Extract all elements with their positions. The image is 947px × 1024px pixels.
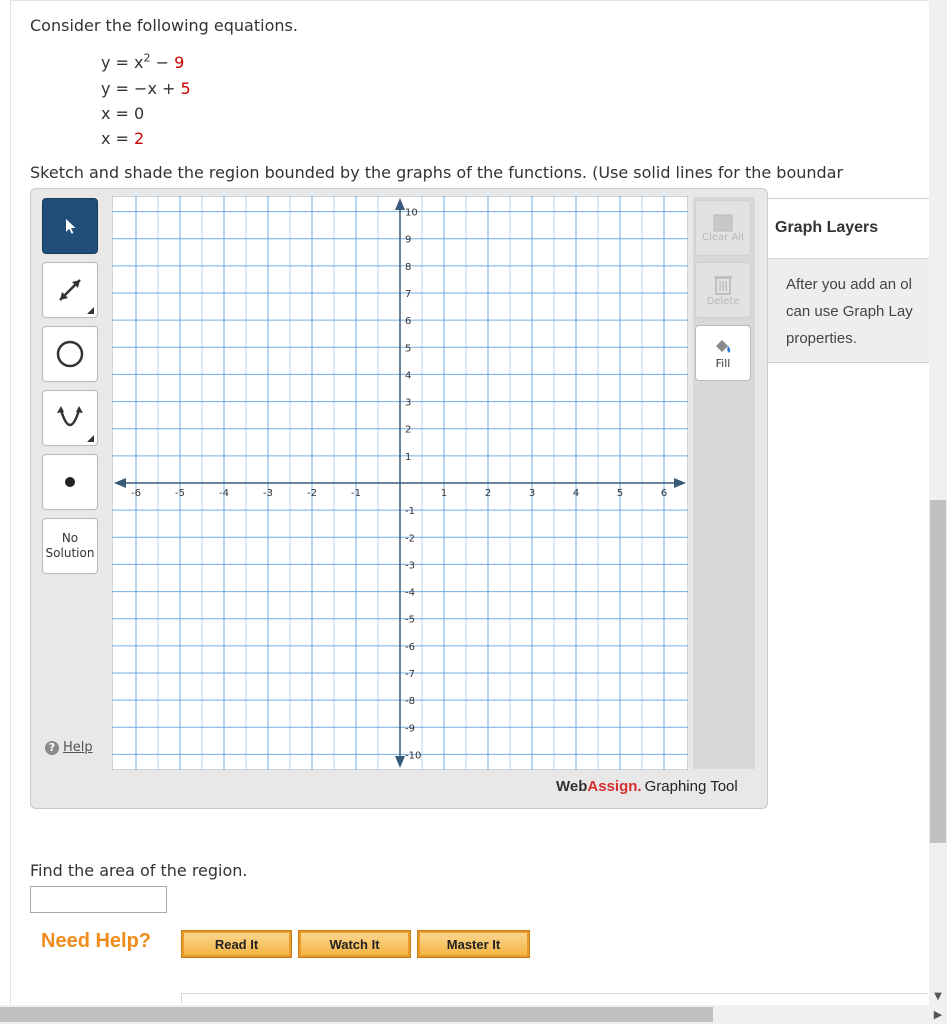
y-tick-label: -2 (405, 533, 415, 545)
y-tick-label: 9 (405, 234, 412, 246)
master-it-button[interactable]: Master It (418, 931, 529, 957)
trash-icon (713, 274, 733, 296)
y-tick-label: 6 (405, 316, 412, 328)
equation-1: $y = x^2 - 9$ (101, 51, 185, 72)
help-link[interactable]: ? Help (45, 740, 93, 755)
y-tick-label: 7 (405, 289, 412, 300)
y-tick-label: -3 (405, 560, 415, 572)
y-tick-label: -9 (405, 723, 415, 735)
next-section-divider (181, 993, 928, 994)
y-tick-label: 10 (405, 207, 418, 219)
need-help-label: Need Help? (41, 930, 152, 952)
fill-button[interactable]: Fill (695, 325, 751, 381)
no-solution-button[interactable] (42, 518, 98, 574)
vertical-scrollbar[interactable] (929, 0, 947, 1005)
x-tick-label: 4 (572, 488, 580, 499)
scroll-down-arrow-icon[interactable]: ▼ (934, 991, 942, 1002)
graph-layers-panel (767, 198, 947, 363)
scroll-right-arrow-icon[interactable]: ▶ (933, 1008, 943, 1021)
delete-button[interactable]: Delete (695, 262, 751, 318)
line-icon (52, 272, 88, 308)
x-tick-label: -5 (175, 488, 185, 499)
circle-icon (54, 338, 86, 370)
watch-it-button[interactable]: Watch It (299, 931, 410, 957)
y-tick-label: -4 (405, 587, 415, 599)
y-tick-label: -10 (405, 750, 422, 762)
x-tick-label: -3 (263, 488, 273, 499)
point-icon (63, 475, 77, 489)
line-tool-submenu-indicator (87, 307, 94, 314)
paint-bucket-icon (712, 337, 734, 357)
equation-3: x = 0 (101, 104, 145, 123)
y-tick-label: -8 (405, 696, 415, 708)
equation-2: y = −x + 5 (101, 79, 191, 98)
x-tick-label: 6 (660, 488, 668, 499)
parabola-tool-button[interactable] (42, 390, 98, 446)
x-tick-label: -1 (351, 488, 361, 499)
graph-action-panel (693, 197, 755, 769)
x-tick-label: -2 (307, 488, 317, 499)
instruction-text: Sketch and shade the region bounded by the graphs of the functions. (Use solid lines for the boundar (30, 163, 844, 182)
equation-4: x = 2 (101, 129, 145, 148)
y-tick-label: 1 (405, 451, 412, 463)
y-tick-label: -1 (405, 506, 415, 518)
vertical-scroll-thumb[interactable] (930, 500, 946, 843)
y-tick-label: -7 (405, 669, 415, 680)
parabola-icon (52, 400, 88, 436)
graph-layers-help-text: After you add an ol can use Graph Lay properties. (786, 276, 913, 347)
find-area-prompt: Find the area of the region. (30, 861, 248, 880)
x-tick-label: 5 (616, 488, 624, 499)
horizontal-scrollbar[interactable] (0, 1005, 947, 1024)
webassign-branding: WebAssign. Graphing Tool (556, 778, 738, 795)
read-it-button[interactable]: Read It (182, 931, 291, 957)
question-prompt: Consider the following equations. (30, 16, 298, 35)
x-tick-label: 1 (440, 488, 448, 499)
point-tool-button[interactable] (42, 454, 98, 510)
circle-tool-button[interactable] (42, 326, 98, 382)
clear-all-button[interactable]: Clear All (695, 200, 751, 256)
y-tick-label: 8 (405, 261, 412, 273)
pointer-tool-button[interactable] (42, 198, 98, 254)
parabola-tool-submenu-indicator (87, 435, 94, 442)
horizontal-scroll-thumb[interactable] (0, 1007, 713, 1022)
help-icon: ? (45, 741, 59, 755)
no-solution-label: No Solution (45, 531, 95, 560)
x-tick-label: 3 (528, 488, 536, 499)
x-tick-label: -4 (219, 488, 229, 499)
y-tick-label: -6 (405, 641, 415, 653)
x-tick-label: -6 (131, 488, 141, 499)
y-tick-label: 2 (405, 424, 412, 436)
x-tick-label: 2 (484, 488, 492, 499)
y-tick-label: 4 (405, 370, 412, 382)
coordinate-grid[interactable] (112, 196, 688, 770)
y-tick-label: -5 (405, 614, 415, 626)
line-tool-button[interactable] (42, 262, 98, 318)
area-answer-input[interactable] (30, 886, 167, 913)
graph-layers-title: Graph Layers (768, 199, 947, 259)
y-tick-label: 3 (405, 397, 412, 409)
graph-canvas[interactable] (112, 196, 688, 774)
clear-all-icon (713, 214, 733, 232)
next-section-edge (181, 993, 182, 1003)
pointer-icon (60, 216, 80, 236)
y-tick-label: 5 (405, 343, 412, 355)
